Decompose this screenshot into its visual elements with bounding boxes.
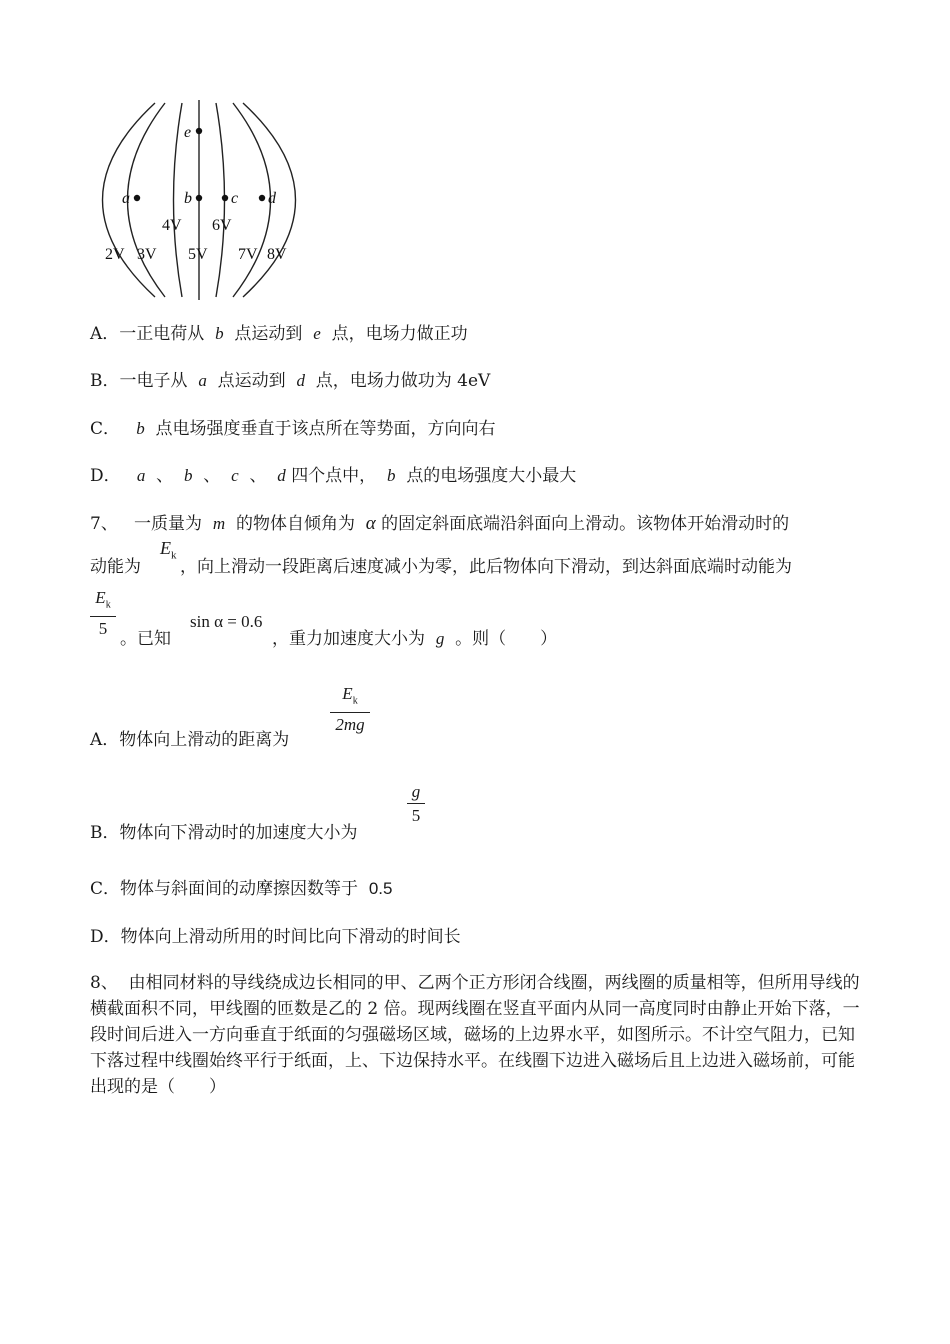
equipotential-line-4v: [174, 103, 183, 297]
q6-option-b: B．一电子从 a 点运动到 d 点，电场力做功为 4eV: [90, 371, 491, 391]
q7-option-b-fraction: g 5: [407, 782, 425, 826]
point-e-dot: [196, 128, 202, 134]
point-c-dot: [222, 195, 228, 201]
q7-sin-condition: sin α = 0.6: [190, 612, 263, 631]
q7-option-a-fraction: $E_k$ 2mg: [330, 684, 370, 735]
q7-line-2-start: 动能为: [90, 557, 141, 577]
q6-option-a: A．一正电荷从 b 点运动到 e 点，电场力做正功: [90, 324, 468, 344]
q8-paragraph: 8、 由相同材料的导线绕成边长相同的甲、乙两个正方形闭合线圈，两线圈的质量相等，但所用导线的横截面积不同，甲线圈的匝数是乙的 2 倍。现两线圈在竖直平面内从同一高度同时由静止开始下落，一段时间后进入一方向垂直于纸面的匀强磁场区域，磁场的上边界水平，如图所示。不计空气阻力，已知下落过程中线圈始终平行于纸面，上、下边保持水平。在线圈下边进入磁场后且上边进入磁场前，可能出现的是（ ）: [90, 973, 860, 1097]
point-a-dot: [134, 195, 140, 201]
q6-option-d: D． a 、 b 、 c 、 d 四个点中， b 点的电场强度大小最大: [90, 466, 577, 486]
label-6v: 6V: [212, 217, 232, 234]
q7-option-d: D．物体向上滑动所用的时间比向下滑动的时间长: [90, 927, 461, 947]
q7-option-a: A．物体向上滑动的距离为: [90, 730, 290, 750]
label-5v: 5V: [188, 246, 208, 263]
q7-option-c: C．物体与斜面间的动摩擦因数等于 0.5: [90, 879, 393, 899]
q7-ek-symbol: $E_k$: [160, 538, 177, 562]
label-d: d: [268, 190, 276, 207]
equipotential-figure: [85, 95, 315, 305]
label-3v: 3V: [137, 246, 157, 263]
label-2v: 2V: [105, 246, 125, 263]
q7-line-3-b: ，重力加速度大小为 g 。则（ ）: [272, 629, 558, 649]
q6-option-c: C． b 点电场强度垂直于该点所在等势面，方向向右: [90, 419, 496, 439]
q7-fraction-ek-over-5: $E_k$ 5: [90, 588, 116, 639]
label-e: e: [184, 124, 192, 141]
label-4v: 4V: [162, 217, 182, 234]
q7-line-2-rest: ，向上滑动一段距离后速度减小为零，此后物体向下滑动，到达斜面底端时动能为: [180, 557, 792, 577]
label-a: a: [122, 190, 130, 207]
label-c: c: [231, 190, 239, 207]
label-b: b: [184, 190, 192, 207]
equipotential-line-3v: [128, 103, 166, 297]
q7-line-1: 7、 一质量为 m 的物体自倾角为 α 的固定斜面底端沿斜面向上滑动。该物体开始滑动时的: [90, 513, 790, 534]
q7-line-3-a: 。已知: [120, 629, 171, 649]
label-7v: 7V: [238, 246, 258, 263]
point-b-dot: [196, 195, 202, 201]
equipotential-line-7v: [233, 103, 271, 297]
point-d-dot: [259, 195, 265, 201]
label-8v: 8V: [267, 246, 287, 263]
q7-option-b: B．物体向下滑动时的加速度大小为: [90, 823, 358, 843]
